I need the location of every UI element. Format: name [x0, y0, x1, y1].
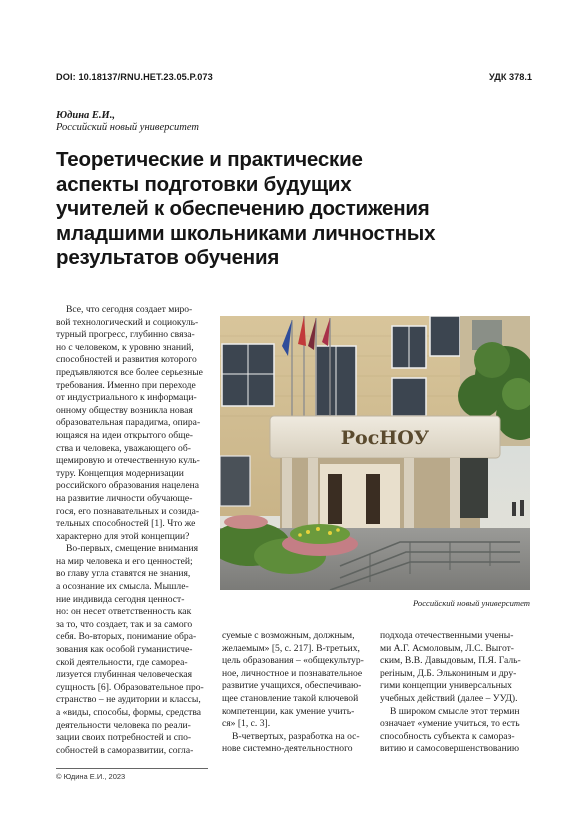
text-line: гося, его познавательных и созида- [56, 505, 200, 517]
text-line: periным, Д.Б. Элькониным и дру- [380, 667, 517, 679]
text-line: вой технологический и социокуль- [56, 316, 199, 328]
text-line: российского образования нацелена [56, 480, 199, 492]
university-building-photo [220, 316, 530, 590]
text-line: характерно для этой концепции? [56, 530, 190, 542]
text-line: ющаяся на идеи открытого обще- [56, 429, 193, 441]
text-line: способностей и развития которого [56, 354, 197, 366]
text-line: ства и человека, уважающего об- [56, 442, 191, 454]
text-line: означает «умение учиться, то есть [380, 718, 520, 730]
text-line: требования. Именно при переходе [56, 379, 196, 391]
text-line: но: он несет ответственность как [56, 606, 192, 618]
text-line: лизуется глубинная человеческая [56, 669, 193, 681]
text-line: предъявляются все более серьезные [56, 366, 203, 378]
text-line: Все, что сегодня создает миро- [66, 304, 193, 315]
text-line: за то, что создает, так и за самого [56, 618, 193, 630]
doi: DOI: 10.18137/RNU.HET.23.05.P.073 [56, 72, 213, 82]
text-line: компетенции, как умение учить- [222, 705, 355, 717]
text-line: В-четвертых, разработка на ос- [232, 730, 360, 742]
text-line: во главу угла ставятся не знания, [56, 568, 191, 580]
title-line: результатов обучения [56, 246, 280, 269]
text-line: туру. Концепция модернизации [56, 467, 184, 479]
text-line: витию и самосовершенствованию [380, 743, 520, 755]
text-line: щемировую и отечественную куль- [56, 455, 200, 467]
text-line: ся» [1, с. 3]. [222, 718, 271, 730]
text-line: ской деятельности, где самореа- [56, 656, 188, 668]
text-line: способность субъекта к самораз- [380, 730, 515, 742]
text-line: зования как особой гуманистиче- [56, 644, 193, 656]
text-line: В широком смысле этот термин [390, 705, 520, 717]
title-line: аспекты подготовки будущих [56, 172, 352, 196]
text-line: образовательная парадигма, опира- [56, 417, 201, 429]
text-line: подхода отечественными учены- [380, 630, 514, 641]
text-line: Во-первых, смещение внимания [66, 543, 199, 555]
udk-code: УДК 378.1 [489, 72, 532, 82]
title-line: учителей к обеспечению достижения [56, 197, 430, 220]
text-line: гими концепции универсальных [380, 680, 512, 692]
article-title [56, 148, 526, 271]
text-line: собностей в саморазвитии, согла- [56, 744, 194, 756]
rosnou-sign: РосНОУ [340, 427, 430, 449]
figure-caption: Российский новый университет [412, 598, 530, 608]
copyright: © Юдина Е.И., 2023 [56, 772, 126, 781]
text-line: нове системно-деятельностного [222, 743, 353, 755]
text-line: деятельности человека по реали- [56, 719, 191, 731]
body-column-2 [222, 630, 372, 756]
text-line: щее становление такой ключевой [222, 692, 359, 704]
text-line: странство – не аудитории и классы, [56, 694, 201, 706]
text-line: сущность [6]. Образовательное про- [56, 681, 204, 693]
text-line: ние индивида сегодня ценност- [56, 593, 185, 605]
text-line: зации своих потребностей и спо- [56, 732, 192, 744]
text-line: от индустриального к информаци- [56, 392, 197, 404]
text-line: себя. Во-вторых, понимание обра- [56, 631, 197, 643]
text-line: тельных способностей [1]. Что же [56, 518, 196, 530]
text-line: учебных действий (далее – УУД). [380, 692, 518, 704]
text-line: суемые с возможным, должным, [222, 630, 355, 641]
author-block [56, 110, 199, 134]
author-name: Юдина Е.И., [56, 110, 115, 121]
author-affiliation: Российский новый университет [56, 122, 199, 133]
title-line: младшими школьниками личностных [56, 221, 436, 245]
text-line: на мир человека и его ценностей; [56, 555, 193, 567]
text-line: турный прогресс, глубинно связа- [56, 329, 195, 341]
text-line: на развитие личности обучающе- [56, 492, 193, 504]
footer-rule [56, 768, 208, 769]
text-line: а осознание их смысла. Мышле- [56, 581, 189, 593]
text-line: онному обществу возникла новая [56, 404, 193, 416]
title-line: Теоретические и практические [56, 148, 363, 171]
text-line: но с человеком, к уровню знаний, [56, 341, 194, 353]
text-line: желаемым» [5, с. 217]. В-третьих, [222, 642, 360, 654]
text-line: ским, В.В. Давыдовым, П.Я. Галь- [380, 655, 521, 667]
text-line: развитие учащихся, обеспечиваю- [222, 680, 362, 692]
text-line: ми А.Г. Асмоловым, Л.С. Выгот- [380, 642, 515, 654]
text-line: а «виды, способы, формы, средства [56, 707, 202, 718]
text-line: ное, личностное и познавательное [222, 667, 363, 679]
body-column-3 [380, 630, 530, 756]
text-line: цель образования – «общекультур- [222, 655, 364, 667]
body-column-1 [56, 304, 208, 757]
